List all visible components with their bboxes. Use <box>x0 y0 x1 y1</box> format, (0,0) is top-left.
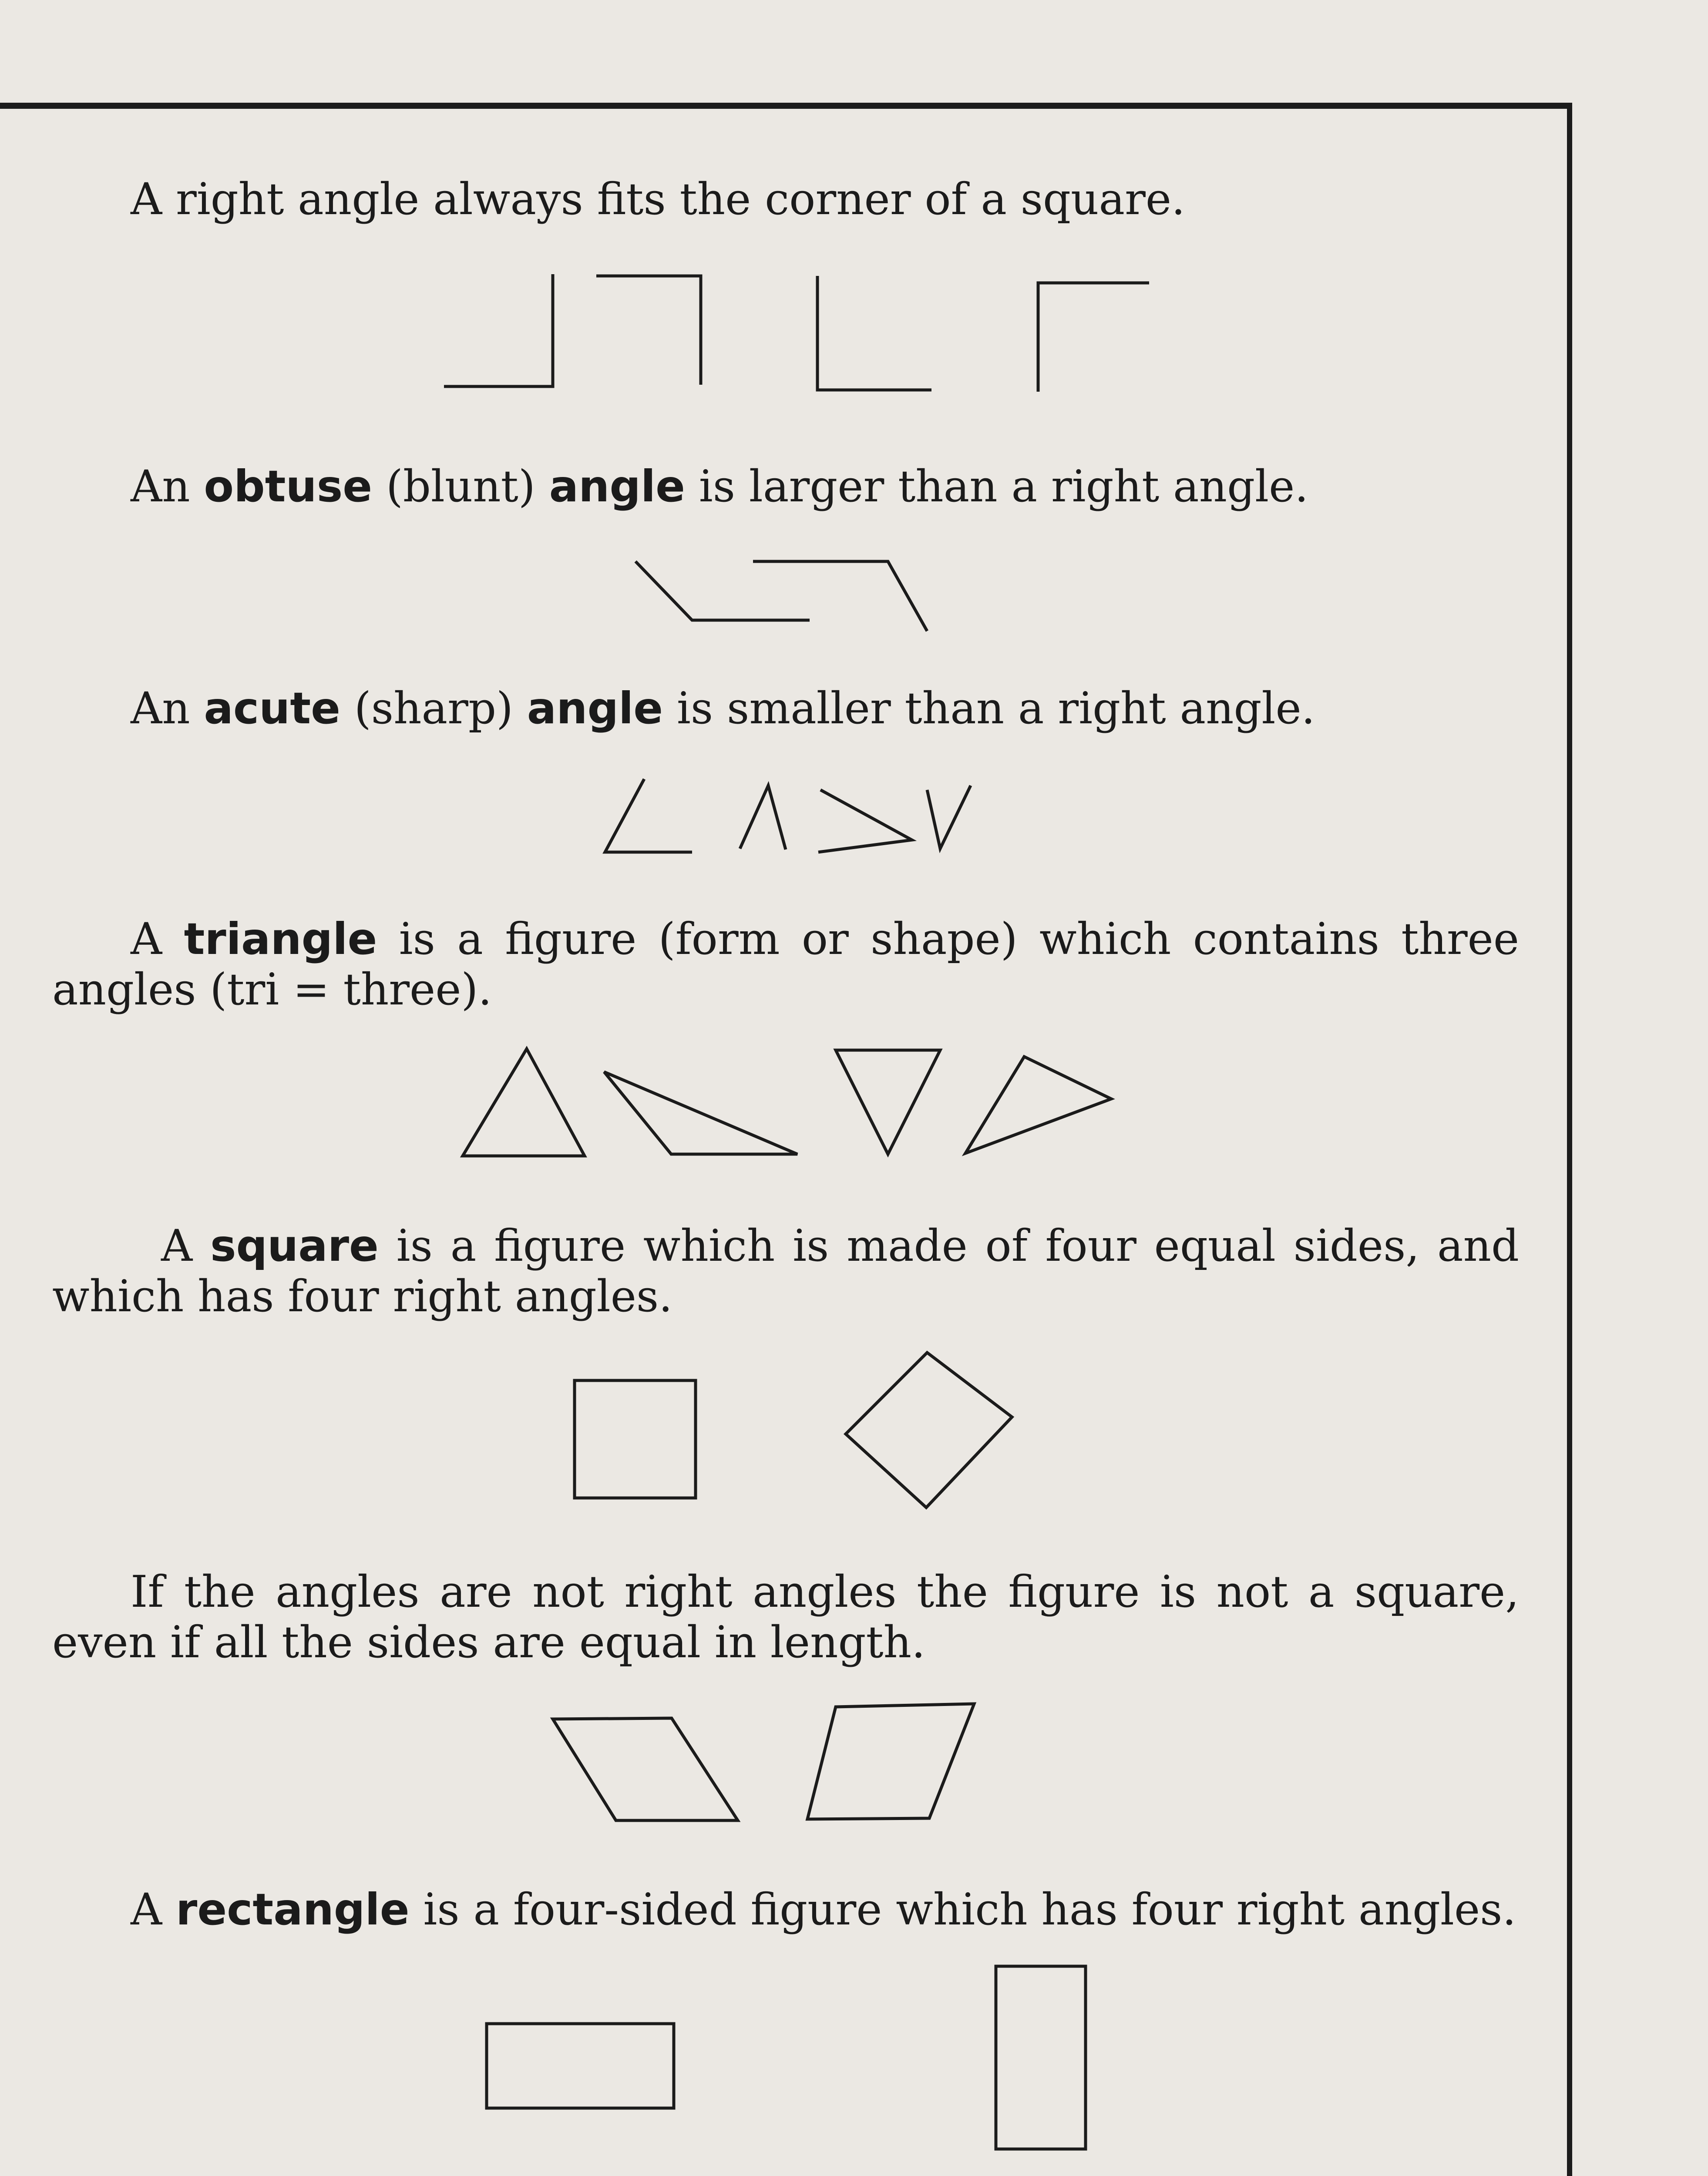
square-1 <box>575 1380 696 1498</box>
right-angle-figures <box>444 274 1149 392</box>
obtuse-text-1: An <box>131 461 204 512</box>
triangle-1 <box>463 1049 585 1156</box>
rhombus-figures <box>553 1704 974 1820</box>
obtuse-text-3: is larger than a right angle. <box>685 461 1309 512</box>
obtuse-angle-term: angle <box>549 461 685 512</box>
square-text-1: A <box>161 1220 210 1271</box>
acute-text-2: (sharp) <box>340 683 527 734</box>
triangle-4 <box>965 1057 1111 1153</box>
square-text-2: is a figure which is made of four equal sides, and which has four right angles. <box>52 1220 1519 1322</box>
square-term: square <box>210 1220 379 1271</box>
acute-angle-4 <box>927 786 971 849</box>
rhombus-1 <box>553 1718 738 1820</box>
rectangle-figures <box>487 1966 1086 2149</box>
acute-text-3: is smaller than a right angle. <box>663 683 1315 734</box>
rectangle-term: rectangle <box>176 1884 410 1935</box>
triangle-2 <box>604 1072 797 1154</box>
right-angle-text: A right angle always fits the corner of a square. <box>131 174 1185 225</box>
right-angle-3 <box>817 276 931 390</box>
triangle-figures <box>463 1049 1111 1156</box>
rectangle-1 <box>487 2024 674 2108</box>
acute-text-1: An <box>131 683 204 734</box>
acute-angle-1 <box>605 779 692 852</box>
acute-angle-figures <box>605 779 971 852</box>
right-angle-1 <box>444 274 553 386</box>
acute-angle-3 <box>818 790 912 852</box>
acute-term: acute <box>204 683 340 734</box>
triangle-text-1: A <box>131 913 184 964</box>
obtuse-term: obtuse <box>204 461 373 512</box>
right-angle-2 <box>596 276 701 385</box>
not-square-text: If the angles are not right angles the figure is not a square, even if all the sides are equal in length. <box>52 1566 1519 1668</box>
rhombus-2 <box>807 1704 974 1819</box>
square-figures <box>575 1353 1012 1508</box>
acute-angle-term: angle <box>527 683 663 734</box>
triangle-term: triangle <box>184 913 377 964</box>
right-angle-4 <box>1038 283 1149 392</box>
square-2 <box>846 1353 1012 1508</box>
obtuse-text-2: (blunt) <box>372 461 549 512</box>
triangle-3 <box>836 1050 940 1154</box>
obtuse-angle-figures <box>635 561 927 631</box>
rectangle-2 <box>996 1966 1086 2149</box>
rectangle-text-2: is a four-sided figure which has four right angles. <box>409 1884 1516 1935</box>
triangle-text-2: is a figure (form or shape) which contains three angles (tri = three). <box>52 913 1519 1015</box>
acute-angle-2 <box>740 786 786 850</box>
obtuse-angle-1 <box>635 561 810 620</box>
rectangle-text-1: A <box>131 1884 176 1935</box>
